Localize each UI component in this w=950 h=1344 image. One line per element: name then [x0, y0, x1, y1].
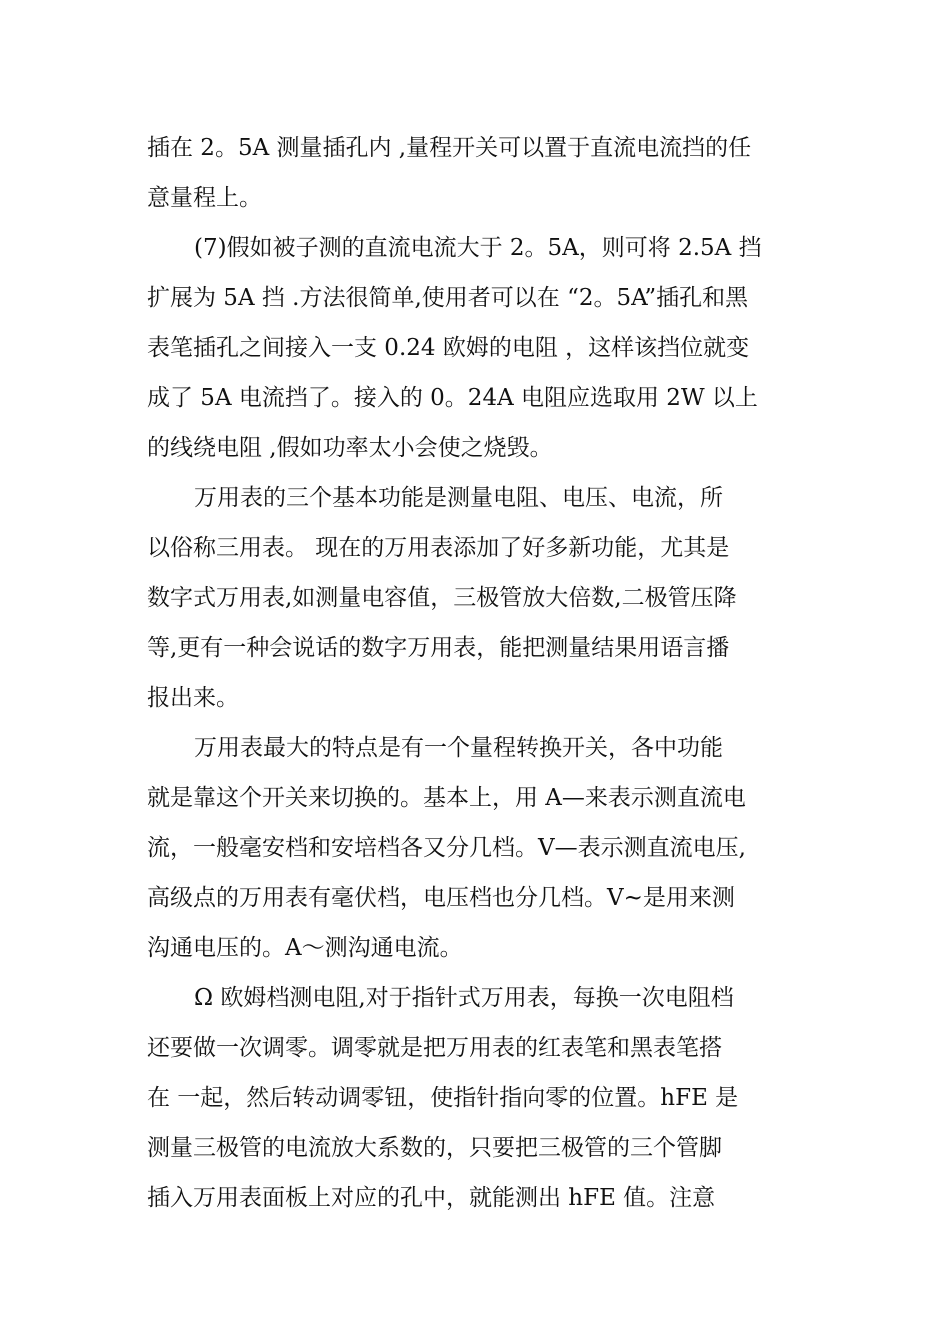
text-line: 还要做一次调零。调零就是把万用表的红表笔和黑表笔搭 — [147, 1035, 722, 1061]
text-line: 高级点的万用表有毫伏档，电压档也分几档。V~是用来测 — [147, 885, 735, 911]
text-line: 就是靠这个开关来切换的。基本上，用 A—来表示测直流电 — [147, 785, 746, 811]
paragraph-start-line: 万用表的三个基本功能是测量电阻、电压、电流，所 — [194, 485, 723, 511]
text-line: 数字式万用表,如测量电容值，三极管放大倍数,二极管压降 — [147, 585, 737, 611]
text-line: 沟通电压的。A～测沟通电流。 — [147, 935, 463, 961]
paragraph-start-line: Ω 欧姆档测电阻,对于指针式万用表，每换一次电阻档 — [194, 985, 734, 1011]
text-line: 成了 5A 电流挡了。接入的 0。24A 电阻应选取用 2W 以上 — [147, 385, 758, 411]
text-line: 等,更有一种会说话的数字万用表，能把测量结果用语言播 — [147, 635, 730, 661]
text-line: 扩展为 5A 挡 .方法很简单,使用者可以在 “2。5A”插孔和黑 — [147, 285, 749, 311]
text-line: 报出来。 — [147, 685, 239, 711]
text-line: 表笔插孔之间接入一支 0.24 欧姆的电阻 ，这样该挡位就变 — [147, 335, 750, 361]
paragraph-start-line: (7)假如被子测的直流电流大于 2。5A，则可将 2.5A 挡 — [194, 235, 762, 261]
text-line: 的线绕电阻 ,假如功率太小会使之烧毁。 — [147, 435, 553, 461]
text-line: 流，一般毫安档和安培档各又分几档。V—表示测直流电压, — [147, 835, 746, 861]
text-line: 以俗称三用表。 现在的万用表添加了好多新功能，尤其是 — [147, 535, 730, 561]
text-line: 插在 2。5A 测量插孔内 ,量程开关可以置于直流电流挡的任 — [147, 135, 752, 161]
text-line: 测量三极管的电流放大系数的，只要把三极管的三个管脚 — [147, 1135, 722, 1161]
text-line: 插入万用表面板上对应的孔中，就能测出 hFE 值。注意 — [147, 1185, 716, 1211]
paragraph-start-line: 万用表最大的特点是有一个量程转换开关，各中功能 — [194, 735, 723, 761]
text-line: 意量程上。 — [147, 185, 262, 211]
text-line: 在 一起，然后转动调零钮，使指针指向零的位置。hFE 是 — [147, 1085, 739, 1111]
